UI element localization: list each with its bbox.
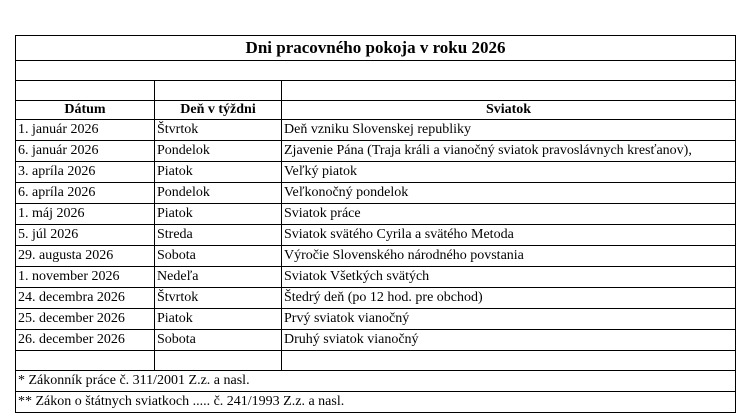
blank-row — [16, 351, 736, 371]
table-row — [16, 162, 736, 183]
note-row — [16, 371, 736, 392]
cell-day: Piatok — [155, 309, 282, 330]
cell-day: Sobota — [155, 330, 282, 351]
header-row — [16, 101, 736, 120]
cell-date: 1. november 2026 — [16, 267, 155, 288]
table-row — [16, 246, 736, 267]
table-row — [16, 204, 736, 225]
cell-holiday: Sviatok práce — [282, 204, 736, 225]
holiday-sheet — [15, 35, 735, 413]
blank-row — [16, 81, 736, 101]
cell-holiday: Veľký piatok — [282, 162, 736, 183]
blank-cell — [155, 351, 282, 371]
blank-cell — [16, 81, 155, 101]
cell-holiday: Veľkonočný pondelok — [282, 183, 736, 204]
cell-holiday: Štedrý deň (po 12 hod. pre obchod) — [282, 288, 736, 309]
cell-holiday: Sviatok Všetkých svätých — [282, 267, 736, 288]
blank-cell — [16, 61, 736, 81]
cell-day: Sobota — [155, 246, 282, 267]
cell-holiday: Zjavenie Pána (Traja králi a vianočný sviatok pravoslávnych kresťanov), — [282, 141, 736, 162]
header-day: Deň v týždni — [155, 101, 282, 120]
cell-date: 1. máj 2026 — [16, 204, 155, 225]
table-row — [16, 330, 736, 351]
cell-holiday: Výročie Slovenského národného povstania — [282, 246, 736, 267]
cell-date: 6. január 2026 — [16, 141, 155, 162]
cell-date: 1. január 2026 — [16, 120, 155, 141]
table-title: Dni pracovného pokoja v roku 2026 — [16, 36, 736, 61]
holiday-table — [15, 35, 736, 413]
cell-date: 5. júl 2026 — [16, 225, 155, 246]
blank-cell — [155, 81, 282, 101]
cell-day: Piatok — [155, 204, 282, 225]
cell-day: Streda — [155, 225, 282, 246]
footnote: ** Zákon o štátnych sviatkoch ..... č. 241/1993 Z.z. a nasl. — [16, 392, 736, 413]
cell-holiday: Druhý sviatok vianočný — [282, 330, 736, 351]
note-row — [16, 392, 736, 413]
blank-row — [16, 61, 736, 81]
cell-day: Pondelok — [155, 141, 282, 162]
blank-cell — [16, 351, 155, 371]
footnote: * Zákonník práce č. 311/2001 Z.z. a nasl. — [16, 371, 736, 392]
table-row — [16, 120, 736, 141]
cell-day: Štvrtok — [155, 120, 282, 141]
blank-cell — [282, 81, 736, 101]
cell-day: Piatok — [155, 162, 282, 183]
cell-date: 24. decembra 2026 — [16, 288, 155, 309]
cell-date: 26. december 2026 — [16, 330, 155, 351]
table-row — [16, 141, 736, 162]
header-holiday: Sviatok — [282, 101, 736, 120]
title-row — [16, 36, 736, 61]
cell-holiday: Deň vzniku Slovenskej republiky — [282, 120, 736, 141]
table-row — [16, 309, 736, 330]
cell-date: 6. apríla 2026 — [16, 183, 155, 204]
cell-date: 3. apríla 2026 — [16, 162, 155, 183]
cell-holiday: Sviatok svätého Cyrila a svätého Metoda — [282, 225, 736, 246]
cell-day: Pondelok — [155, 183, 282, 204]
cell-day: Štvrtok — [155, 288, 282, 309]
table-row — [16, 225, 736, 246]
cell-date: 29. augusta 2026 — [16, 246, 155, 267]
table-row — [16, 288, 736, 309]
cell-date: 25. december 2026 — [16, 309, 155, 330]
table-row — [16, 183, 736, 204]
blank-cell — [282, 351, 736, 371]
cell-holiday: Prvý sviatok vianočný — [282, 309, 736, 330]
table-row — [16, 267, 736, 288]
header-date: Dátum — [16, 101, 155, 120]
cell-day: Nedeľa — [155, 267, 282, 288]
